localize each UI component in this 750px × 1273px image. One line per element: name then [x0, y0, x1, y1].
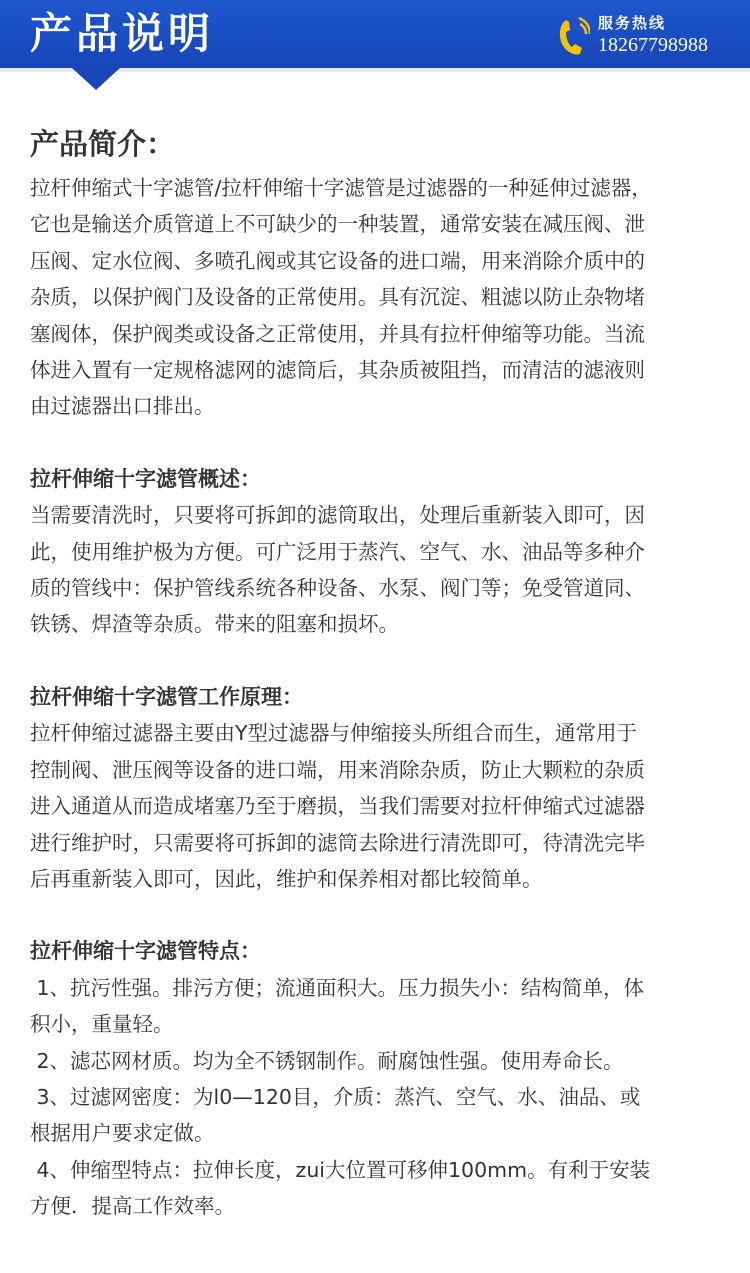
- principle-line: 控制阀、泄压阀等设备的进口端，用来消除杂质，防止大颗粒的杂质: [30, 757, 645, 782]
- features-line: 4、伸缩型特点：拉伸长度，zui大位置可移伸100mm。有利于安装: [30, 1157, 651, 1182]
- product-description: [30, 126, 730, 1225]
- features-line: 积小，重量轻。: [30, 1012, 174, 1037]
- overview-title: 拉杆伸缩十字滤管概述：: [30, 466, 261, 491]
- intro-line: 由过滤器出口排出。: [30, 394, 215, 419]
- principle-line: 拉杆伸缩过滤器主要由Y型过滤器与伸缩接头所组合而生，通常用于: [30, 721, 638, 746]
- principle-line: 进入通道从而造成堵塞乃至于磨损，当我们需要对拉杆伸缩式过滤器: [30, 794, 645, 819]
- intro-line: 杂质，以保护阀门及设备的正常使用。具有沉淀、粗滤以防止杂物堵: [30, 285, 645, 310]
- hotline-label: 服务热线: [598, 14, 667, 32]
- intro-line: 它也是输送介质管道上不可缺少的一种装置，通常安装在减压阀、泄: [30, 212, 645, 237]
- header-banner: [0, 0, 750, 72]
- features-title: 拉杆伸缩十字滤管特点：: [30, 939, 261, 964]
- features-line: 3、过滤网密度：为l0—120目，介质：蒸汽、空气、水、油品、或: [30, 1084, 641, 1109]
- overview-line: 质的管线中：保护管线系统各种设备、水泵、阀门等；免受管道同、: [30, 576, 645, 601]
- intro-line: 拉杆伸缩式十字滤管/拉杆伸缩十字滤管是过滤器的一种延伸过滤器，: [30, 176, 652, 200]
- principle-line: 后再重新装入即可，因此，维护和保养相对都比较简单。: [30, 866, 543, 891]
- intro-line: 塞阀体，保护阀类或设备之正常使用，并具有拉杆伸缩等功能。当流: [30, 321, 645, 346]
- overview-line: 当需要清洗时，只要将可拆卸的滤筒取出，处理后重新装入即可，因: [30, 503, 645, 528]
- spacer: [30, 897, 730, 933]
- principle-title: 拉杆伸缩十字滤管工作原理：: [30, 684, 303, 709]
- intro-line: 压阀、定水位阀、多喷孔阀或其它设备的进口端，用来消除介质中的: [30, 248, 645, 273]
- phone-icon: [556, 14, 590, 58]
- intro-line: 体进入置有一定规格滤网的滤筒后，其杂质被阻挡，而清洁的滤液则: [30, 358, 645, 383]
- intro-title: 产品简介：: [30, 127, 176, 161]
- spacer: [30, 643, 730, 679]
- features-line: 1、抗污性强。排污方便；流通面积大。压力损失小：结构简单，体: [30, 975, 645, 1000]
- principle-line: 进行维护时，只需要将可拆卸的滤筒去除进行清洗即可，待清洗完毕: [30, 830, 645, 855]
- header-notch: [72, 68, 120, 90]
- hotline[interactable]: [556, 10, 736, 60]
- hotline-number[interactable]: 18267798988: [598, 34, 708, 56]
- features-line: 方便．提高工作效率。: [30, 1194, 235, 1219]
- features-line: 根据用户要求定做。: [30, 1121, 215, 1146]
- spacer: [30, 425, 730, 461]
- features-line: 2、滤芯网材质。均为全不锈钢制作。耐腐蚀性强。使用寿命长。: [30, 1048, 624, 1073]
- overview-line: 铁锈、焊渣等杂质。带来的阻塞和损坏。: [30, 612, 399, 637]
- overview-line: 此，使用维护极为方便。可广泛用于蒸汽、空气、水、油品等多种介: [30, 539, 645, 564]
- page-title: 产品说明: [30, 9, 215, 58]
